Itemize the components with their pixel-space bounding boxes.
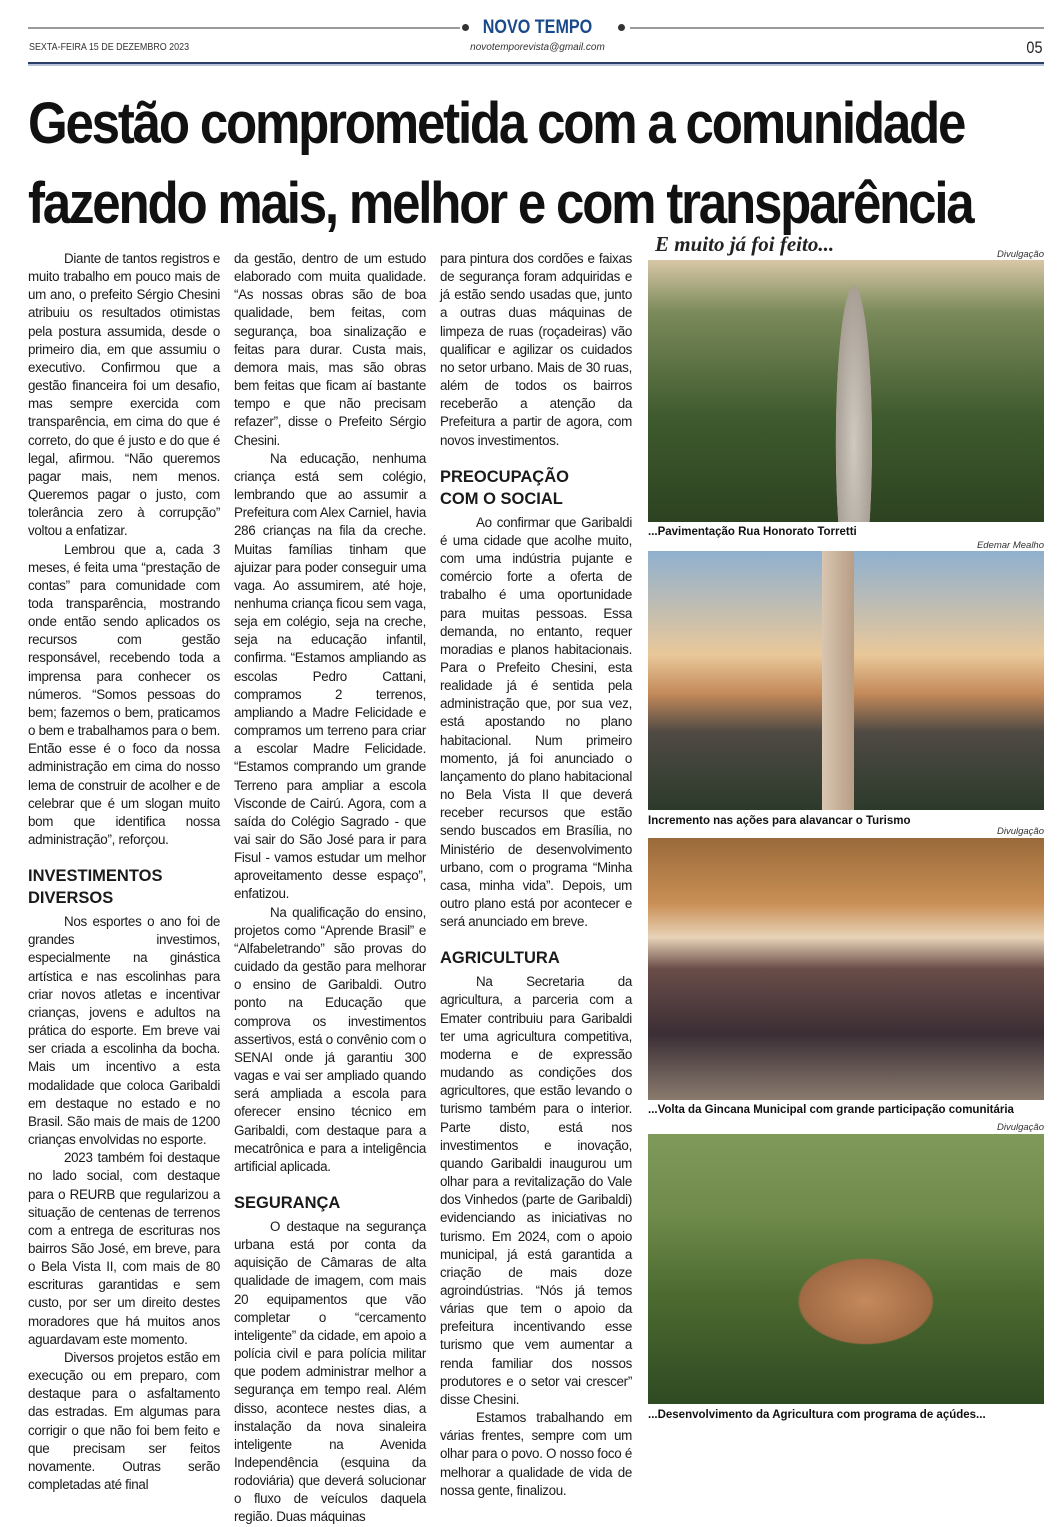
photo-road-paving: [648, 260, 1044, 522]
paragraph: O destaque na segurança urbana está por conta da aquisição de Câmaras de alta qualidade de imagem, com mais 20 equipamentos que vão completar o “cercamento inteligente” da cidade, em apoio a polícia civil e para polícia militar que podem administrar melhor a segurança em tempo real. Além disso, acontece nestes dias, a instalação da nova sinaleira inteligente na Avenida Independência (esquina da rodoviária) que deverá solucionar o fluxo de veículos daquela região. Duas máquinas: [234, 1218, 426, 1525]
paragraph: Nos esportes o ano foi de grandes investimos, especialmente na ginástica artística e nas escolinhas para criar novos atletas e incentivar crianças, jovens e adultos na prática do esporte. Em breve vai ser criada a escolinha da bocha. Mais um incentivo a esta modalidade que coloca Garibaldi em destaque no estado e no Brasil. São mais de mais de 1200 crianças envolvidas no esporte.: [28, 914, 220, 1148]
paragraph: 2023 também foi destaque no lado social, com destaque para o REURB que regularizou a situação de centenas de terrenos com a entrega de escrituras nos bairros São José, em breve, para o Bela Vista II, com mais de 80 escrituras garantidas e sem custo, por ser um direito destes moradores que há muitos anos aguardavam este momento.: [28, 1150, 220, 1347]
article-column-3: [440, 250, 632, 1500]
header-rule-left: [28, 27, 460, 29]
headline-line-1: Gestão comprometida com a comunidade: [28, 91, 965, 156]
paragraph: Diversos projetos estão em execução ou em preparo, com destaque para o asfaltamento das estradas. Em algumas para corrigir o que não foi bem feito e que precisam ser feitos novamente. Outras serão completadas até final: [28, 1349, 220, 1492]
paragraph: Na Secretaria da agricultura, a parceria com a Emater contribuiu para Garibaldi ter uma agricultura competitiva, moderna e de expressão mudando as condições dos agricultores, que estão levando o turismo também para o interior. Parte disto, está nos investimentos e inovação, quando Garibaldi inaugurou um olhar para a revitalização do Vale dos Vinhedos (parte de Garibaldi) evidenciando as iniciativas no turismo. Em 2024, com o apoio municipal, já está garantida a criação de mais doze agroindústrias. “Nós já temos várias que tem o apoio da prefeitura incentivando esse turismo que vem aumentar a renda familiar dos nossos produtores e o setor vai crescer” disse Chesini.: [440, 974, 632, 1407]
photo-credit: Divulgação: [997, 249, 1044, 260]
bullet-icon: [462, 24, 469, 31]
paragraph: Diante de tantos registros e muito trabalho em pouco mais de um ano, o prefeito Sérgio Chesini atribuiu os resultados otimistas pela postura assumida, desde o primeiro dia, em que assumiu o executivo. Confirmou que a gestão financeira foi um desafio, mas sempre exercida com transparência, em cima do que é correto, do que é justo e do que é legal, afirmou. “Não queremos pagar mais, nem menos. Queremos pagar o justo, com tolerância zero à corrupção” voltou a enfatizar.: [28, 251, 220, 539]
section-heading: INVESTIMENTOS DIVERSOS: [28, 867, 163, 908]
newspaper-brand: NOVO TEMPO: [482, 17, 593, 38]
article-column-2: [234, 250, 426, 1527]
photo-caption: Incremento nas ações para alavancar o Turismo: [648, 815, 911, 827]
paragraph: Na educação, nenhuma criança está sem colégio, lembrando que ao assumir a Prefeitura com Alex Carniel, havia 286 crianças na fila da creche. Muitas famílias tinham que ajuizar para poder conseguir uma vaga. Ao assumirem, até hoje, nenhuma criança ficou sem vaga, seja em colégio, seja na creche, seja na educação infantil, confirma. “Estamos ampliando as escolas Pedro Cattani, compramos 2 terrenos, ampliando a Madre Felicidade e compramos um terreno para criar a escolar Madre Felicidade. “Estamos comprando um grande Terreno para ampliar a escola Visconde de Cairú. Agora, com a saída do Colégio Sagrado - que vai sair do São José para ir para Fisul - vamos estudar um melhor aproveitamento desse espaço”, enfatizou.: [234, 450, 426, 902]
paragraph: Lembrou que a, cada 3 meses, é feita uma “prestação de contas” para comunidade com toda transparência, mostrando onde então sendo aplicados os recursos com gestão responsável, recebendo toda a imprensa para conhecer os números. “Somos pessoas do bem; fazemos o bem, praticamos o bem e trabalhamos para o bem. Então esse é o foco da nossa administração em cima do nosso lema de construir de acolher e de celebrar que é um slogan muito bom que identifica nossa administração”, reforçou.: [28, 541, 220, 847]
photo-credit: Divulgação: [997, 1122, 1044, 1133]
photo-caption: ...Pavimentação Rua Honorato Torretti: [648, 526, 857, 538]
page-number: 05: [1026, 38, 1043, 57]
photo-credit: Divulgação: [997, 826, 1044, 837]
headline: [28, 84, 973, 244]
paragraph: para pintura dos cordões e faixas de segurança foram adquiridas e já estão sendo usadas que, junto a outras duas máquinas de limpeza de ruas (roçadeiras) vão qualificar e agilizar os cuidados no setor urbano. Mais de 30 ruas, além de todos os bairros receberão a atenção da Prefeitura a partir de agora, com novos investimentos.: [440, 251, 632, 448]
article-column-1: [28, 250, 220, 1494]
contact-email: novotemporevista@gmail.com: [470, 42, 605, 53]
section-heading: SEGURANÇA: [234, 1193, 341, 1212]
photo-agriculture-reservoir: [648, 1134, 1044, 1404]
photo-caption: ...Volta da Gincana Municipal com grande participação comunitária: [648, 1104, 1014, 1116]
header-rule-right: [630, 27, 1044, 29]
paragraph: Estamos trabalhando em várias frentes, sempre com um olhar para o povo. O nosso foco é melhorar a qualidade de vida de nossa gente, finalizou.: [440, 1410, 632, 1498]
headline-line-2: fazendo mais, melhor e com transparência: [28, 171, 973, 236]
section-heading: AGRICULTURA: [440, 949, 560, 968]
photo-gincana-crowd: [648, 838, 1044, 1100]
header-bar: [28, 62, 1044, 66]
paragraph: Ao confirmar que Garibaldi é uma cidade que acolhe muito, com uma indústria pujante e comércio forte a oferta de trabalho é uma oportunidade para muitas pessoas. Essa demanda, no entanto, requer moradias e planos habitacionais. Para o Prefeito Chesini, esta realidade já é sentida pela administração que, por sua vez, está apostando no plano habitacional. Num primeiro momento, já foi anunciado o lançamento do plano habitacional no Bela Vista II que deverá receber recursos que estão sendo buscados em Brasília, no Ministério de desenvolvimento urbano, com o programa “Minha casa, minha vida”. Depois, um outro plano está por acontecer e será anunciado em breve.: [440, 514, 632, 930]
photo-church-square: [648, 551, 1044, 810]
photo-caption: ...Desenvolvimento da Agricultura com programa de açúdes...: [648, 1409, 986, 1421]
paragraph: da gestão, dentro de um estudo elaborado com muita qualidade. “As nossas obras são de boa qualidade, bem feitas, com segurança, boa sinalização e feitas para durar. Custa mais, demora mais, mas são obras bem feitas que ficam aí bastante tempo e que não precisam refazer”, disse o Prefeito Sérgio Chesini.: [234, 251, 426, 448]
subheadline: E muito já foi feito...: [655, 232, 835, 256]
photo-credit: Edemar Mealho: [976, 540, 1044, 551]
section-heading: PREOCUPAÇÃO COM O SOCIAL: [440, 467, 569, 508]
bullet-icon: [618, 24, 625, 31]
issue-date: SEXTA-FEIRA 15 DE DEZEMBRO 2023: [29, 41, 190, 53]
paragraph: Na qualificação do ensino, projetos como “Aprende Brasil” e “Alfabeletrando” são provas do cuidado da gestão para melhorar o ensino de Garibaldi. Outro ponto na Educação que comprova os investimentos assertivos, está o convênio com o SENAI onde já garantiu 300 vagas e vai ser ampliado quando será ampliada a escola para oferecer ensino técnico em Garibaldi, com destaque para a mecatrônica e para a inteligência artificial aplicada.: [234, 904, 426, 1174]
